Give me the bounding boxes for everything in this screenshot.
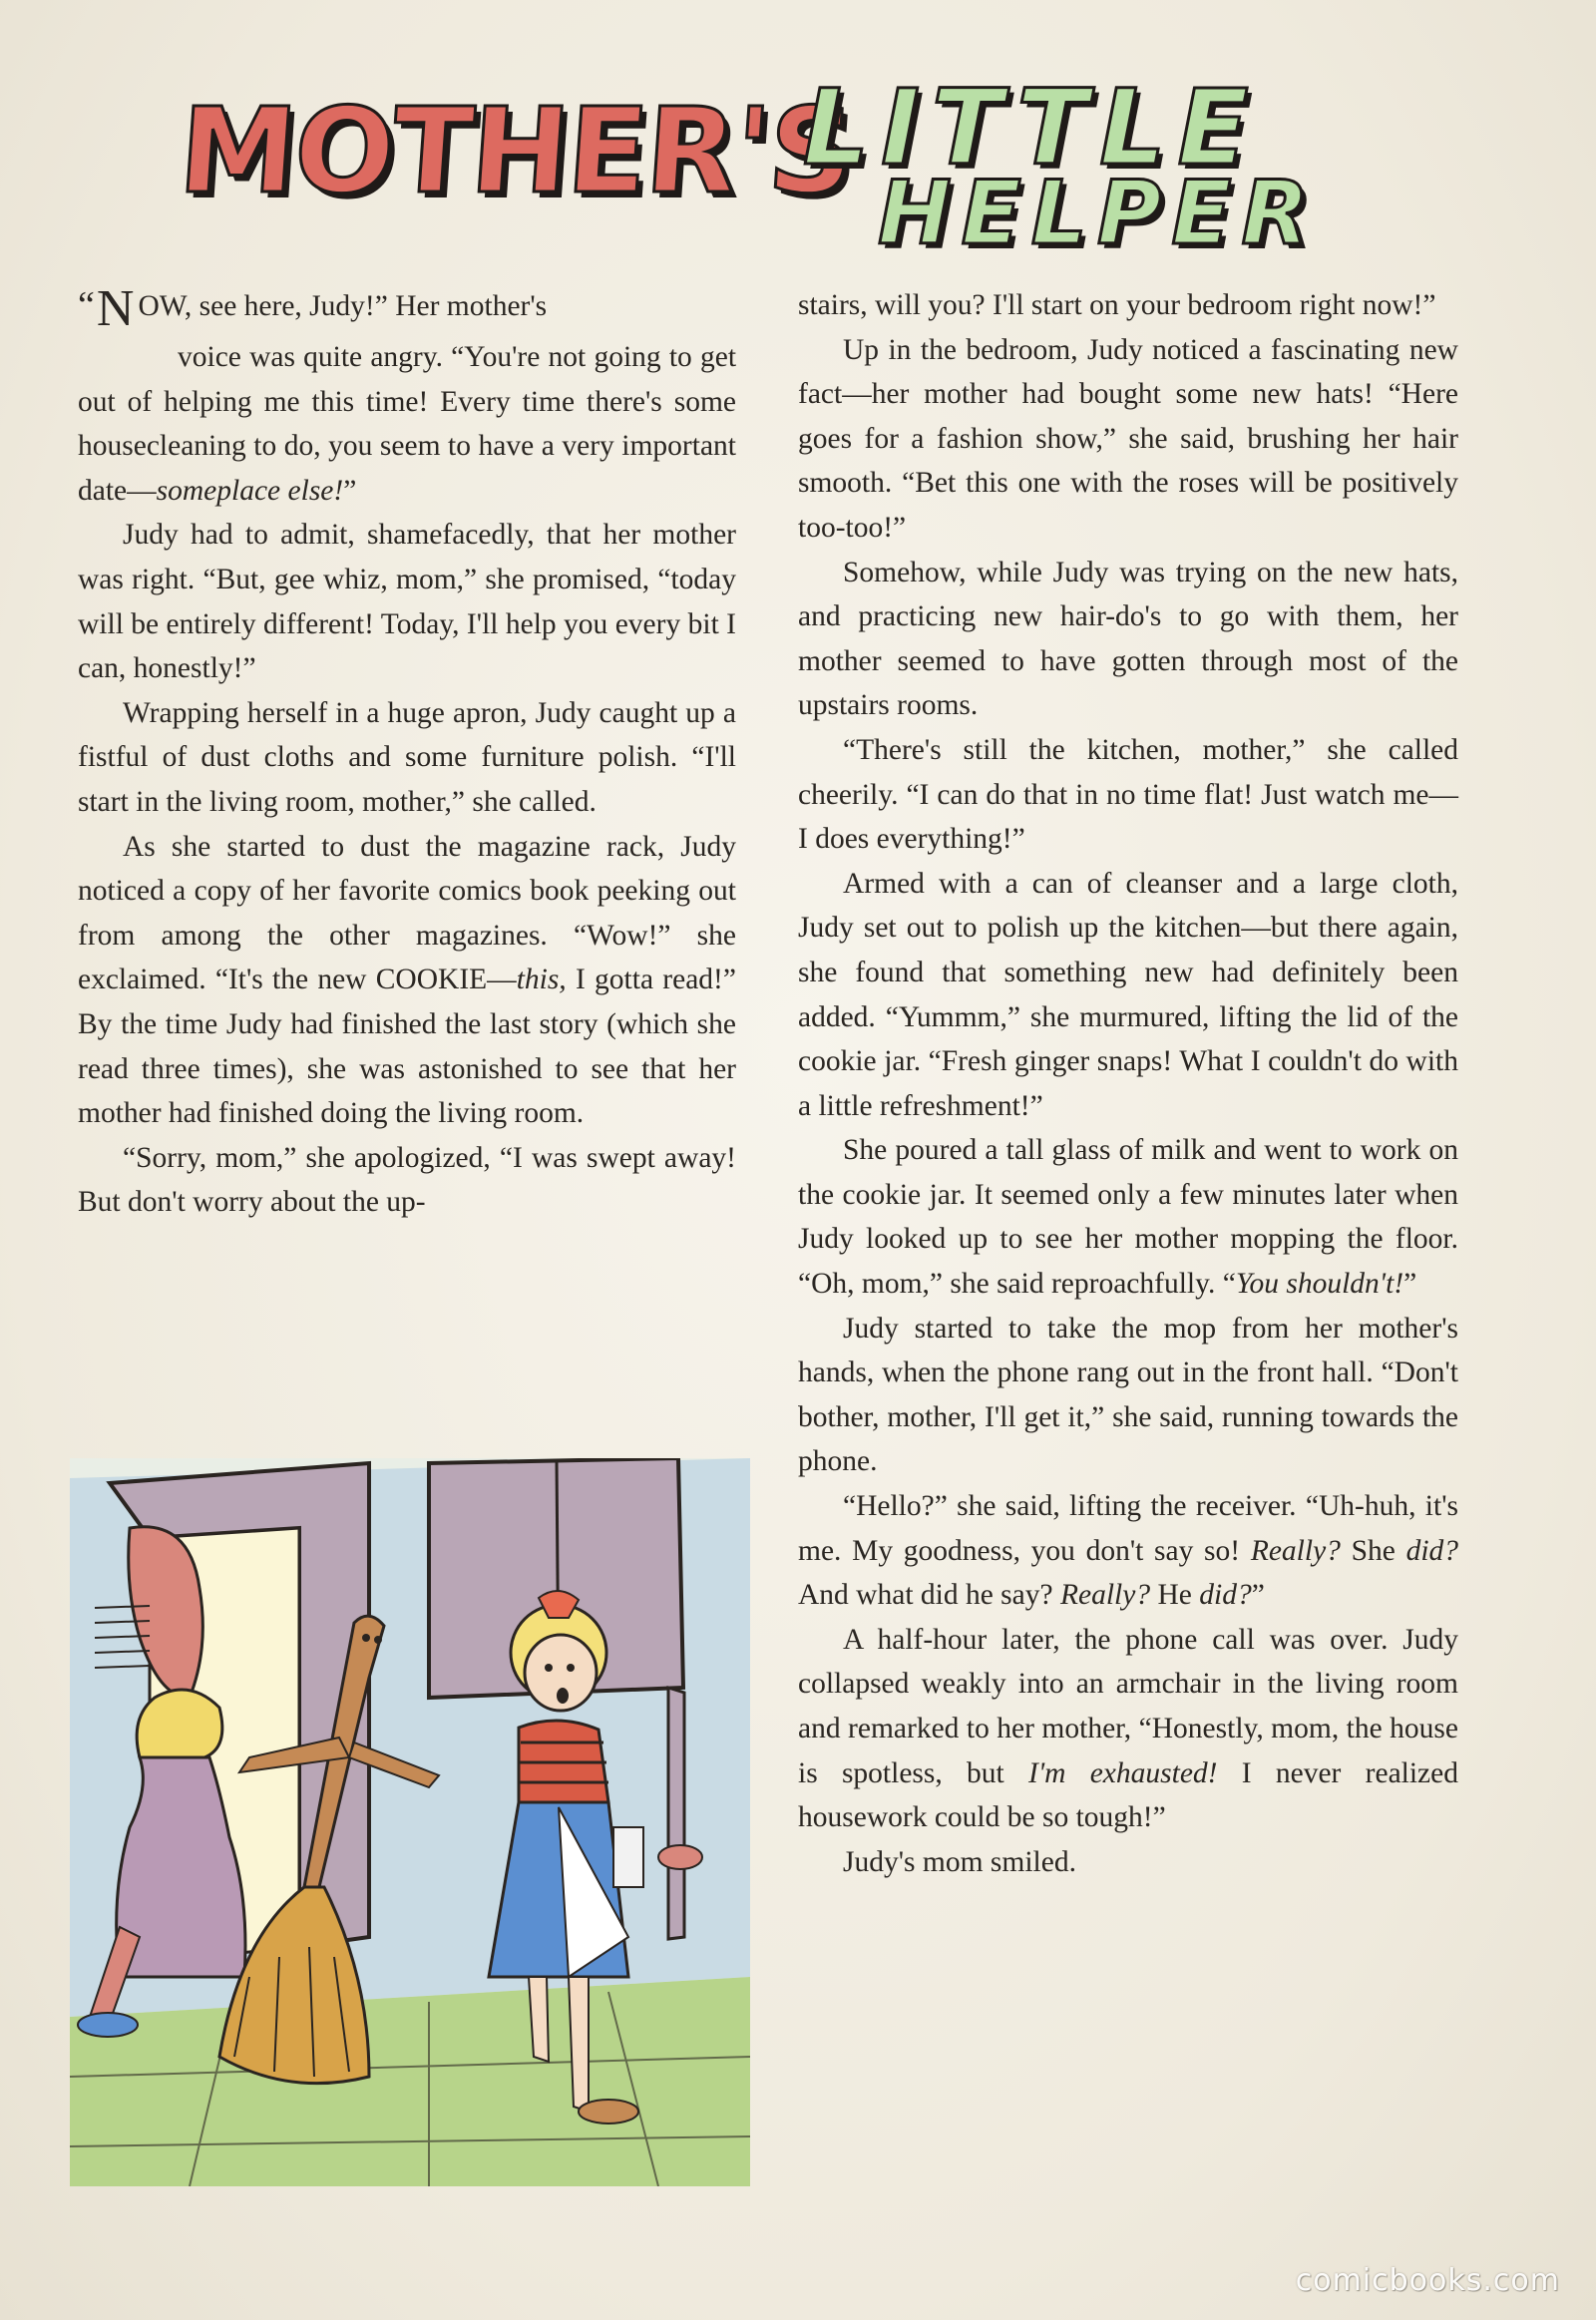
paragraph [798, 1484, 1458, 1618]
title-little: LITTLE [803, 67, 1261, 189]
emphasis-text: Really? [1250, 1534, 1341, 1567]
opening-quote: “ [78, 284, 95, 326]
drop-cap: N [96, 280, 135, 337]
paragraph-text: She poured a tall glass of milk and went to work on the cookie jar. It seemed only a few minutes later when Judy looked up to see her mother mopping the floor. “Oh, mom,” she said reproachfully. “ [798, 1134, 1458, 1301]
paragraph: Somehow, while Judy was trying on the new hats, and practicing new hair-do's to go with them, her mother seemed to have gotten through most of the upstairs rooms. [798, 556, 1458, 722]
paragraph-text: OW, see here, Judy!” Her mother's [138, 290, 548, 322]
paragraph-text: ” [343, 474, 357, 507]
paragraph-text: A half-hour later, the phone call was over. Judy collapsed weakly into an armchair in the living room and remarked to her mother, “Honestly, mom, the house is spotless, but [798, 1623, 1458, 1789]
paragraph [798, 1128, 1458, 1306]
paragraph-text: She [1340, 1534, 1406, 1567]
story-title [175, 67, 1416, 269]
text-column-left [78, 280, 737, 1225]
emphasis-text: did? [1199, 1579, 1252, 1612]
emphasis-text: someplace else! [156, 474, 344, 507]
paragraph: Judy's mom smiled. [843, 1845, 1076, 1878]
paragraph: Judy had to admit, shamefacedly, that her mother was right. “But, gee whiz, mom,” she promised, “today will be entirely different! Today, I'll help you every bit I can, honestly!” [78, 519, 736, 685]
paragraph-text: voice was quite angry. “You're not [178, 341, 587, 373]
paragraph [798, 1618, 1458, 1840]
paragraph: Wrapping herself in a huge apron, Judy caught up a fistful of dust cloths and some furniture polish. “I'll start in the living room, mother,” she called. [78, 696, 736, 818]
paragraph [78, 825, 736, 1136]
paragraph [78, 280, 737, 513]
emphasis-text: You shouldn't! [1235, 1268, 1404, 1301]
emphasis-text: I'm exhausted! [1028, 1756, 1218, 1789]
site-watermark: comicbooks.com [1295, 2263, 1560, 2298]
paragraph-text: And what did he say? [798, 1579, 1060, 1612]
emphasis-text: did? [1405, 1534, 1459, 1567]
paragraph-text: going to get out of helping me this time! Every time there's some housecleaning to do, you seem to have a very important date— [78, 341, 737, 507]
paragraph-text: As she started to dust the magazine rack, Judy noticed a copy of her favorite comics book peeking out from among the other magazines. “Wow!” she exclaimed. “It's the new COOKIE— [78, 830, 736, 996]
text-column-right [798, 283, 1458, 1884]
paragraph-text: ” [1251, 1579, 1265, 1612]
paragraph: “There's still the kitchen, mother,” she called cheerily. “I can do that in no time flat! Just watch me—I does everything!” [798, 733, 1458, 856]
paragraph-text: I never realized housework could be so tough!” [798, 1756, 1458, 1834]
paragraph-text: He [1150, 1579, 1200, 1612]
paragraph: Judy started to take the mop from her mother's hands, when the phone rang out in the front hall. “Don't bother, mother, I'll get it,” she said, running towards the phone. [798, 1312, 1458, 1478]
paragraph-text: ” [1403, 1268, 1417, 1301]
emphasis-text: this, [516, 964, 567, 996]
paragraph-text: “Hello?” she said, lifting the receiver. “Uh-huh, it's me. My goodness, you don't say so! [798, 1490, 1458, 1567]
emphasis-text: Really? [1059, 1579, 1151, 1612]
kitchen-scene-illustration [70, 1458, 750, 2186]
paragraph: stairs, will you? I'll start on your bedroom right now!” [798, 289, 1436, 321]
paragraph: Up in the bedroom, Judy noticed a fascinating new fact—her mother had bought some new hats! “Here goes for a fashion show,” she said, brushing her hair smooth. “Bet this one with the roses will be positively too-too!” [798, 333, 1458, 544]
title-helper: HELPER [878, 162, 1320, 264]
title-mothers: MOTHER'S [175, 82, 857, 219]
paragraph-text: I gotta read!” By the time Judy had finished the last story (which she read three times), she was astonished to see that her mother had finished doing the living room. [78, 964, 736, 1130]
paragraph: “Sorry, mom,” she apologized, “I was swept away! But don't worry about the up- [78, 1141, 736, 1219]
paragraph: Armed with a can of cleanser and a large cloth, Judy set out to polish up the kitchen—but there again, she found that something new had definitely been added. “Yummm,” she murmured, lifting the lid of the cookie jar. “Fresh ginger snaps! What I couldn't do with a little refreshment!” [798, 867, 1458, 1122]
